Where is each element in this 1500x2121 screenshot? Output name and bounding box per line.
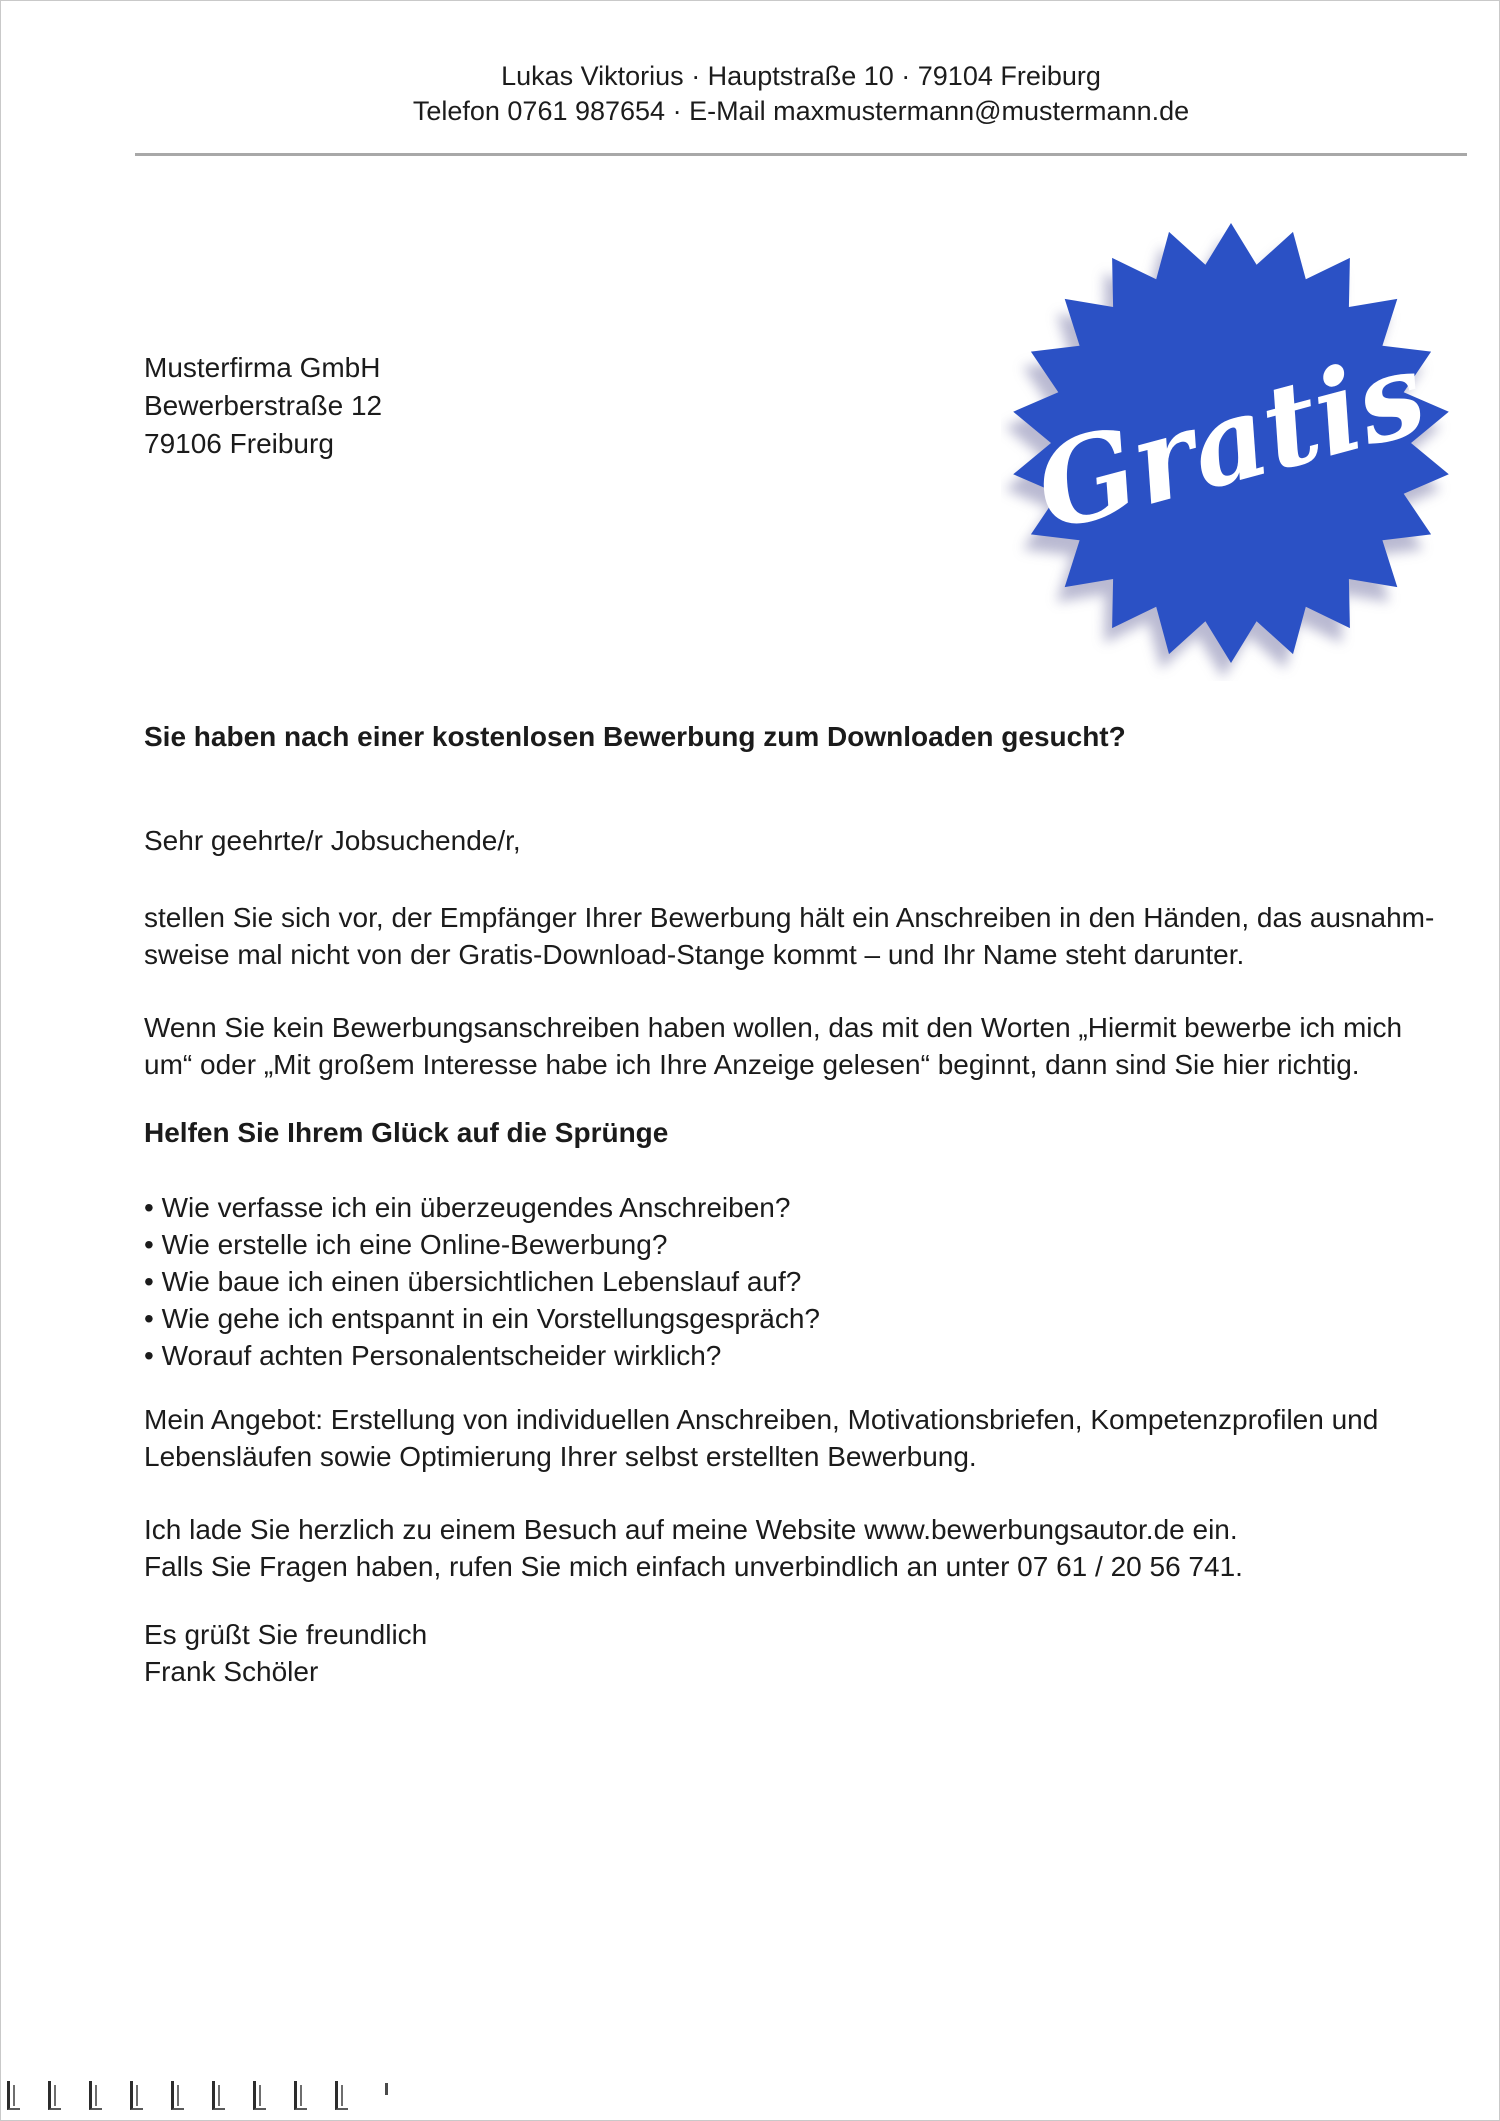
phone-line: Falls Sie Fragen haben, rufen Sie mich einfach unverbindlich an unter 07 61 / 20 56 741. <box>144 1551 1243 1582</box>
paragraph-offer <box>144 1401 1378 1475</box>
list-item: • Wie verfasse ich ein überzeugendes Anschreiben? <box>144 1192 791 1223</box>
list-item: • Wie erstelle ich eine Online-Bewerbung? <box>144 1229 668 1260</box>
paragraph-intro <box>144 899 1434 973</box>
sender-contact-line: Telefon 0761 987654 · E-Mail maxmustermann@mustermann.de <box>412 96 1190 126</box>
recipient-street: Bewerberstraße 12 <box>144 390 383 421</box>
paragraph-contact <box>144 1511 1243 1585</box>
bullet-list <box>144 1189 820 1374</box>
recipient-address <box>144 349 382 463</box>
signature-name: Frank Schöler <box>144 1656 319 1687</box>
list-item: • Wie gehe ich entspannt in ein Vorstellungsgespräch? <box>144 1303 821 1334</box>
fold-mark <box>335 2081 348 2110</box>
sender-header <box>135 59 1467 129</box>
paragraph-line: sweise mal nicht von der Gratis-Download-Stange kommt – und Ihr Name steht darunter. <box>144 939 1245 970</box>
starburst-icon <box>1001 213 1461 681</box>
fold-mark <box>253 2081 266 2110</box>
scan-fold-marks <box>7 2081 427 2111</box>
fold-mark <box>294 2081 307 2110</box>
paragraph-line: Lebensläufen sowie Optimierung Ihrer selbst erstellten Bewerbung. <box>144 1441 977 1472</box>
paragraph-line: um“ oder „Mit großem Interesse habe ich Ihre Anzeige gelesen“ beginnt, dann sind Sie hier richtig. <box>144 1049 1360 1080</box>
fold-mark <box>130 2081 143 2110</box>
closing-phrase: Es grüßt Sie freundlich <box>144 1619 428 1650</box>
sender-address-line: Lukas Viktorius · Hauptstraße 10 · 79104 Freiburg <box>501 61 1101 91</box>
paragraph-line: stellen Sie sich vor, der Empfänger Ihrer Bewerbung hält ein Anschreiben in den Händen, das ausnahm- <box>144 902 1435 933</box>
closing-block <box>144 1616 427 1690</box>
paragraph-line: Mein Angebot: Erstellung von individuellen Anschreiben, Motivationsbriefen, Kompetenzprofilen und <box>144 1404 1379 1435</box>
paragraph-line: Wenn Sie kein Bewerbungsanschreiben haben wollen, das mit den Worten „Hiermit bewerbe ich mich <box>144 1012 1403 1043</box>
list-item: • Wie baue ich einen übersichtlichen Lebenslauf auf? <box>144 1266 802 1297</box>
fold-mark <box>212 2081 225 2110</box>
salutation: Sehr geehrte/r Jobsuchende/r, <box>144 825 521 856</box>
website-line: Ich lade Sie herzlich zu einem Besuch auf meine Website www.bewerbungsautor.de ein. <box>144 1514 1238 1545</box>
gratis-badge-label: Gratis <box>1022 325 1439 558</box>
fold-mark <box>48 2081 61 2110</box>
section-subheading: Helfen Sie Ihrem Glück auf die Sprünge <box>144 1117 669 1148</box>
fold-mark <box>89 2081 102 2110</box>
paragraph-hook <box>144 1009 1402 1083</box>
fold-mark-small <box>385 2083 388 2095</box>
subject-line: Sie haben nach einer kostenlosen Bewerbung zum Downloaden gesucht? <box>144 721 1126 752</box>
recipient-company: Musterfirma GmbH <box>144 352 381 383</box>
gratis-badge <box>1001 213 1461 681</box>
fold-mark <box>7 2081 20 2110</box>
recipient-city: 79106 Freiburg <box>144 428 334 459</box>
list-item: • Worauf achten Personalentscheider wirklich? <box>144 1340 722 1371</box>
fold-mark <box>171 2081 184 2110</box>
header-divider <box>135 153 1467 156</box>
